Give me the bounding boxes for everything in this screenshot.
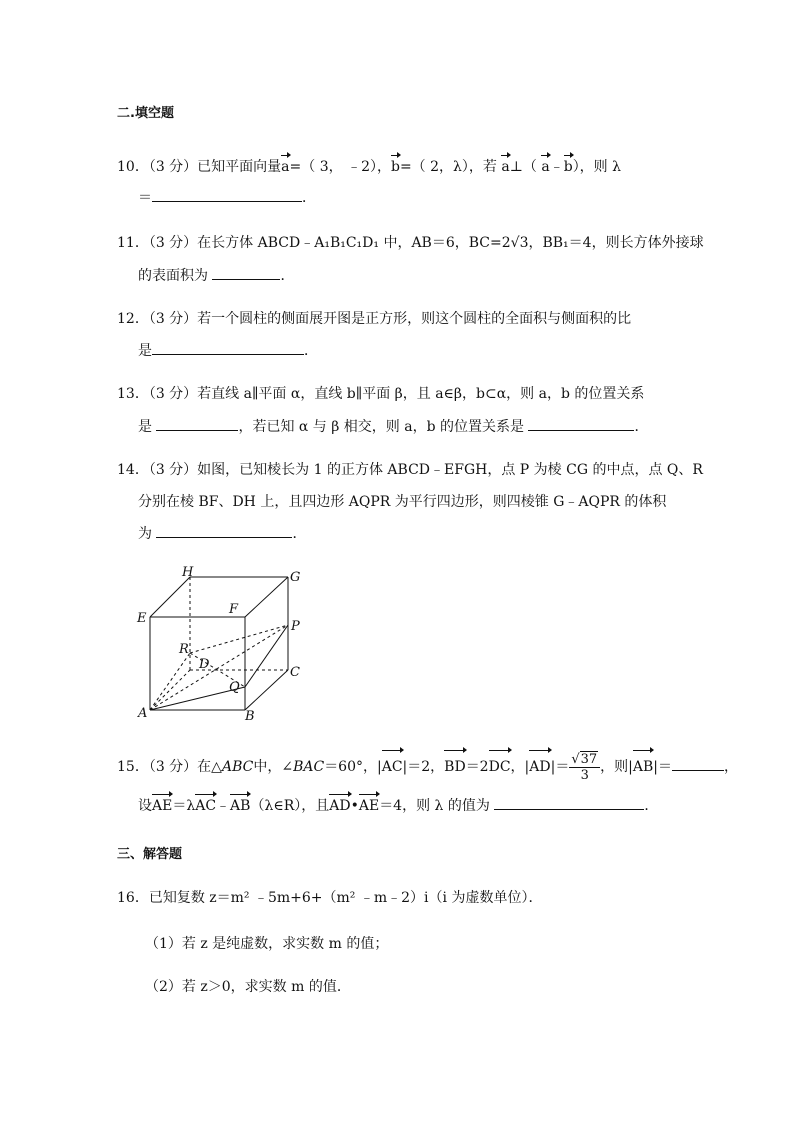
q15-text: ＝λ [172,798,196,814]
q10-text: =（ 3， ﹣2）， [289,159,391,175]
q10-text: ＝ [138,190,152,206]
q15-text: BAC [293,759,325,775]
vector-DC: DC [489,750,511,782]
question-11-line-1: 11．（3 分）在长方体 ABCD﹣A₁B₁C₁D₁ 中，AB＝6，BC=2√3，BB₁＝4，则长方体外接球 [117,235,704,251]
q10-text: ），则 λ [572,159,622,175]
q15-text: ， [724,759,739,775]
question-11-line-2 [138,265,294,286]
q15-text: ，则| [600,759,633,775]
denominator: 3 [580,768,589,783]
q11-text: 的表面积为 [138,268,208,284]
question-10-line-2: ＝ ． [138,187,316,208]
q13-text: ． [634,419,649,435]
vector-AE: AE [152,794,172,816]
question-12-line-2 [138,340,318,361]
answer-blank[interactable] [528,416,634,431]
answer-blank[interactable] [672,756,724,771]
q15-text: |＝2， [402,759,445,775]
vector-AB: AB [633,750,653,782]
answer-blank[interactable] [152,187,302,202]
q10-text: =（ 2，λ），若 [399,159,497,175]
label-H: H [182,565,194,580]
q15-text: （λ∈R），且 [250,798,330,814]
edge-AD [150,670,190,710]
q15-text: 中，∠ [253,759,294,775]
question-14-line-2: 分别在棱 BF、DH 上，且四边形 AQPR 为平行四边形，则四棱锥 G﹣AQPR 的体积 [138,494,667,510]
vector-AD: AD [529,750,550,782]
vector-BD: BD [444,750,466,782]
question-12-line-1: 12．（3 分）若一个圆柱的侧面展开图是正方形，则这个圆柱的全面积与侧面积的比 [117,311,632,327]
label-G: G [290,570,301,585]
edge-QP [245,625,288,687]
cube-figure [130,565,320,730]
radicand: 37 [580,752,598,767]
vector-AB: AB [230,794,250,816]
q10-text: ﹣ [549,159,564,175]
vector-b: b [564,155,573,177]
vector-a: a [501,155,509,177]
question-16-line-1: 16．已知复数 z＝m² ﹣5m+6+（m² ﹣m﹣2）i（i 为虚数单位）． [117,890,543,906]
edge-RP [190,625,288,653]
q15-text: ﹣ [216,798,231,814]
question-13-line-2 [138,416,648,437]
q15-text: ＝60°，| [324,759,382,775]
question-13-line-1: 13．（3 分）若直线 a∥平面 α，直线 b∥平面 β，且 a∈β，b⊂α，则 a，b 的位置关系 [117,386,645,402]
q15-text: |＝ [550,759,570,775]
vector-a: a [541,155,549,177]
edge-EH [150,577,190,617]
answer-blank[interactable] [152,340,304,355]
q12-text: 是 [138,343,152,359]
label-E: E [137,611,147,626]
edge-FG [245,577,288,617]
q15-text: • [350,798,359,814]
q11-text: ． [280,268,295,284]
q15-text: ＝2 [465,759,489,775]
section-title-answer: 三、解答题 [117,847,183,862]
diagonal-AP [150,625,288,710]
vector-AE: AE [359,794,379,816]
label-R: R [179,642,189,657]
q12-text: ． [304,343,318,359]
q14-text: ． [292,526,307,542]
answer-blank[interactable] [156,523,292,538]
label-D: D [199,657,210,672]
question-15-line-2 [138,794,658,816]
q15-text: ＝4，则 λ 的值为 [379,798,490,814]
q15-text: ABC [221,759,254,775]
q15-text: 设 [138,798,152,814]
question-16-part-2: （2）若 z＞0，求实数 m 的值． [145,979,351,995]
answer-blank[interactable] [212,265,280,280]
q15-text: |＝ [653,759,673,775]
fraction-sqrt37-over-3: $\frac{√37}{3}$ [569,751,600,783]
edge-BC [245,670,288,710]
vector-AC: AC [382,750,403,782]
q13-text: 是 [138,419,152,435]
q15-text: 15．（3 分）在△ [117,759,222,775]
label-B: B [245,709,255,724]
q10-text: ⊥（ [509,159,537,175]
vector-AD: AD [329,794,350,816]
question-14-line-1: 14．（3 分）如图，已知棱长为 1 的正方体 ABCD﹣EFGH，点 P 为棱 CG 的中点，点 Q、R [117,462,703,478]
vector-AC: AC [195,794,216,816]
q10-text: 10．（3 分）已知平面向量 [117,159,282,175]
question-15-line-1 [117,750,738,783]
section-title-fill-in: 二.填空题 [117,106,174,121]
q13-text: ，若已知 α 与 β 相交，则 a，b 的位置关系是 [238,419,525,435]
q14-text: 为 [138,526,152,542]
label-P: P [291,619,300,634]
label-Q: Q [229,680,240,695]
q15-text: ，| [510,759,530,775]
q15-text: ． [644,798,659,814]
label-F: F [229,602,239,617]
answer-blank[interactable] [156,416,238,431]
vector-a: a [281,155,289,177]
label-A: A [138,706,148,721]
question-10-line-1 [117,155,621,177]
question-14-line-3 [138,523,306,544]
label-C: C [290,665,300,680]
vector-b: b [391,155,400,177]
answer-blank[interactable] [494,795,644,810]
question-16-part-1: （1）若 z 是纯虚数，求实数 m 的值； [145,936,389,952]
